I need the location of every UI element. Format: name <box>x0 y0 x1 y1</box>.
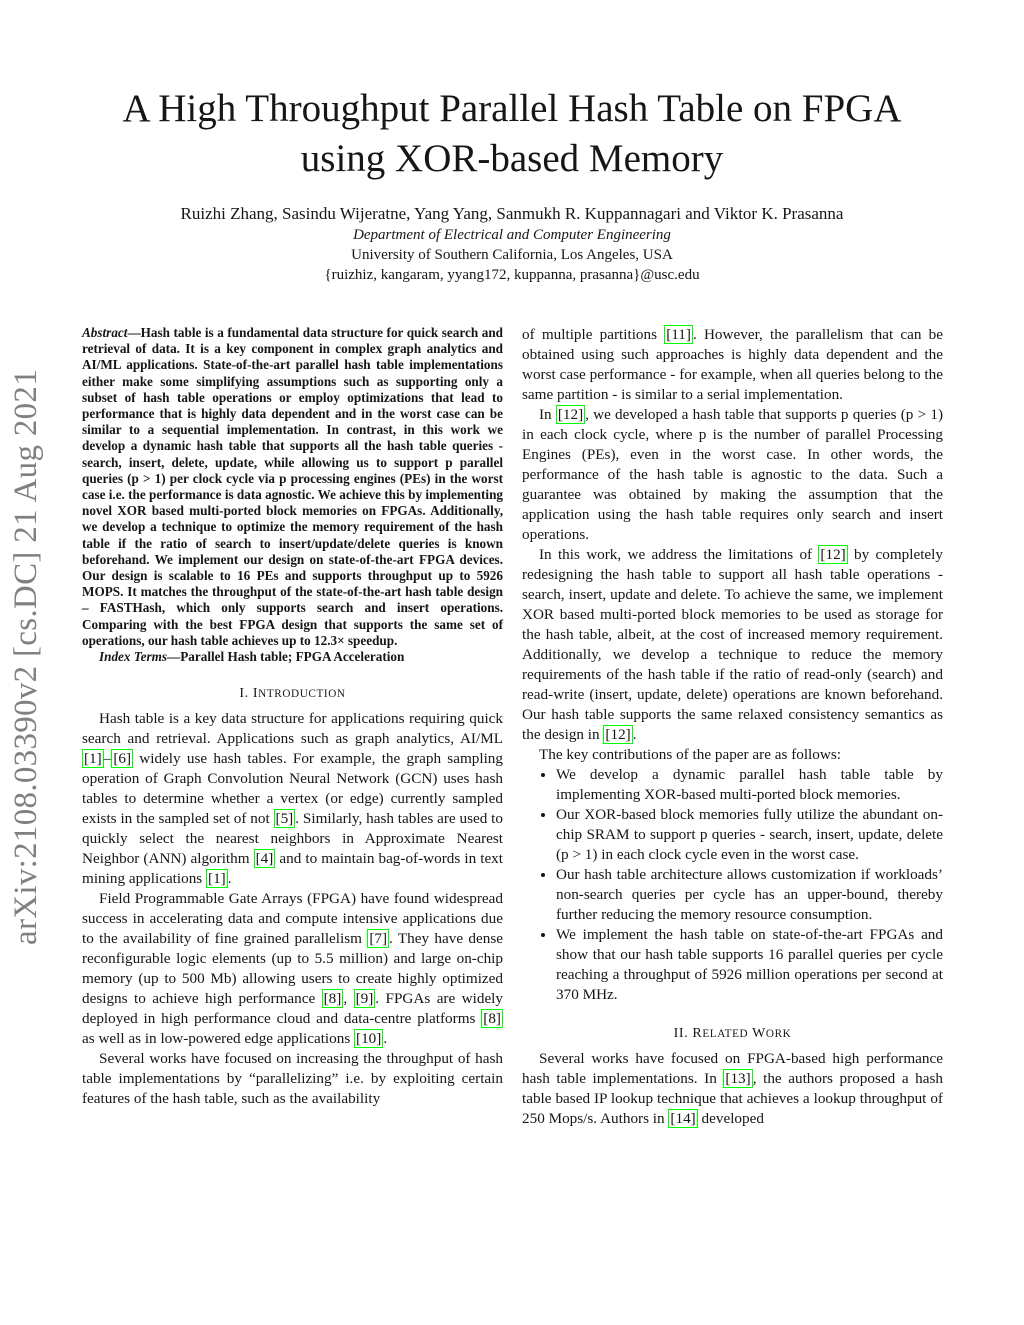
list-item: • We implement the hash table on state-of-the-art FPGAs and show that our hash table supports 16 parallel queries per cycle reaching a throughput of 5926 million operations per second at 370 MHz. <box>556 925 943 1005</box>
list-item: • We develop a dynamic parallel hash table table by implementing XOR-based multi-ported block memories. <box>556 765 943 805</box>
intro-paragraph-1: Hash table is a key data structure for applications requiring quick search and retrieval. Applications such as graph analytics, AI/ML [1] – [6] widely use hash tables. For example, the graph sampling operation of Graph Convolution Neural Network (GCN) uses hash tables to determine whether a vertex (or edge) currently sampled exists in the sampled set of not [5] . Similarly, hash tables are used to quickly select the nearest neighbors in Approximate Nearest Neighbor (ANN) algorithm [4] and to maintain bag-of-words in text mining applications [1] . <box>82 710 503 888</box>
related-paragraph-1: Several works have focused on FPGA-based high performance hash table implementations. In [13] , the authors proposed a hash table based IP lookup technique that achieves a lookup throughput of 250 Mops/s. Authors in [14] developed <box>522 1050 943 1127</box>
list-item: • Our XOR-based block memories fully utilize the abundant on-chip SRAM to support p queries - search, insert, update, delete (p > 1) in each clock cycle even in the worst case. <box>556 805 943 865</box>
citation-link[interactable]: [5] <box>275 810 294 828</box>
right-column <box>522 325 943 1129</box>
list-item: • Our hash table architecture allows customization if workloads’ non-search queries per cycle has an upper-bound, thereby further reducing the memory resource consumption. <box>556 865 943 925</box>
citation-link[interactable]: [9] <box>355 990 374 1008</box>
citation-link[interactable]: [10] <box>356 1030 382 1048</box>
citation-link[interactable]: [14] <box>670 1110 696 1127</box>
citation-link[interactable]: [8] <box>323 990 342 1008</box>
intro-paragraph-2: Field Programmable Gate Arrays (FPGA) have found widespread success in accelerating data and compute intensive applications due to the availability of fine grained parallelism [7] . They have dense reconfigurable logic elements (up to 5.5 million) and large on-chip memory (up to 500 Mb) allowing users to create highly optimized designs to achieve high performance [8] , [9] . FPGAs are widely deployed in high performance cloud and data-centre platforms [8] as well as in low-powered edge applications [10] . <box>82 890 504 1048</box>
citation-link[interactable]: [1] <box>84 750 102 768</box>
citation-link[interactable]: [7] <box>369 930 388 948</box>
citation-link[interactable]: [12] <box>605 726 631 743</box>
abstract <box>82 325 503 649</box>
right-paragraph-2: In [12] , we developed a hash table that supports p queries (p > 1) in each clock cycle, where p is the number of parallel Processing Engines (PEs), even in the worst case. In other words, the performance of the hash table is agnostic to the data. Such a guarantee was obtained by making the assumption that the application using the hash table requires only search and insert operations. <box>522 406 943 543</box>
abstract-text: —Hash table is a fundamental data structure for quick search and retrieval of data. It is a key component in complex graph analytics and AI/ML applications. State-of-the-art parallel hash table implementations either make some simplifying assumptions such as supporting only a subset of hash table operations or employ optimizations that lead to performance that is highly data dependent and in the worst case can be similar to a sequential implementation. In contrast, in this work we develop a dynamic hash table that supports all the hash table queries - search, insert, delete, update, while allowing us to support p parallel queries (p > 1) per clock cycle via p processing engines (PEs) in the worst case i.e. the performance is data agnostic. We achieve this by implementing novel XOR based multi-ported block memories on FPGAs. Additionally, we develop a technique to optimize the memory requirement of the hash table if the ratio of search to insert/update/delete queries is known beforehand. We implement our design on state-of-the-art FPGA devices. Our design is scalable to 16 PEs and supports throughput up to 5926 MOPS. It matches the throughput of the state-of-the-art hash table design – FASTHash, which only supports search and insert operations. Comparing with the best FPGA design that supports the same set of operations, our hash table achieves up to 12.3× speedup. <box>82 325 503 648</box>
citation-link[interactable]: [11] <box>666 326 691 343</box>
intro-paragraph-3: Several works have focused on increasing the throughput of hash table implementations by “parallelizing” i.e. by exploiting certain features of the hash table, such as the availability <box>82 1050 503 1108</box>
title-line-1: A High Throughput Parallel Hash Table on FPGA <box>122 87 902 130</box>
author-emails: {ruizhiz, kangaram, yyang172, kuppanna, prasanna}@usc.edu <box>324 267 700 283</box>
index-terms <box>82 649 503 665</box>
citation-link[interactable]: [12] <box>557 406 584 423</box>
citation-link[interactable]: [8] <box>483 1010 501 1028</box>
arxiv-identifier: arXiv:2108.03390v2 [cs.DC] 21 Aug 2021 <box>8 368 44 945</box>
index-terms-label: Index Terms <box>99 649 168 665</box>
index-terms-text: —Parallel Hash table; FPGA Acceleration <box>167 649 405 665</box>
author-list: Ruizhi Zhang, Sasindu Wijeratne, Yang Yang, Sanmukh R. Kuppannagari and Viktor K. Prasanna <box>180 204 844 223</box>
citation-link[interactable]: [1] <box>208 870 226 888</box>
citation-link[interactable]: [12] <box>820 546 846 563</box>
university: University of Southern California, Los Angeles, USA <box>351 247 673 263</box>
citation-link[interactable]: [13] <box>725 1070 751 1087</box>
left-column <box>82 325 503 1109</box>
section-heading-introduction: I. INTRODUCTION <box>239 686 346 702</box>
right-paragraph-3: In this work, we address the limitations of [12] by completely redesigning the hash table to support all hash table operations - search, insert, update and delete. To achieve the same, we implement XOR based multi-ported block memories to be used as storage for the hash table, albeit, at the cost of increased memory requirement. Additionally, we develop a technique to reduce the memory requirements of the hash table if the ratio of read-only (search) and read-write (insert, update, delete) operations are known beforehand. Our hash table supports the same relaxed consistency semantics as the design in [12] . <box>522 546 943 743</box>
department: Department of Electrical and Computer Engineering <box>353 227 671 243</box>
citation-link[interactable]: [4] <box>255 850 274 868</box>
contributions-list <box>522 765 943 1005</box>
citation-link[interactable]: [6] <box>113 750 132 768</box>
title-line-2: using XOR-based Memory <box>300 137 724 180</box>
contributions-intro: The key contributions of the paper are as follows: <box>539 746 841 763</box>
section-heading-related-work: II. RELATED WORK <box>673 1026 792 1041</box>
abstract-label: Abstract <box>82 325 128 340</box>
right-paragraph-1: of multiple partitions [11] . However, the parallelism that can be obtained using such approaches is highly data dependent and the worst case performance - for example, when all queries belong to the same partition - is similar to a serial implementation. <box>522 326 943 403</box>
paper-title <box>0 84 1024 184</box>
